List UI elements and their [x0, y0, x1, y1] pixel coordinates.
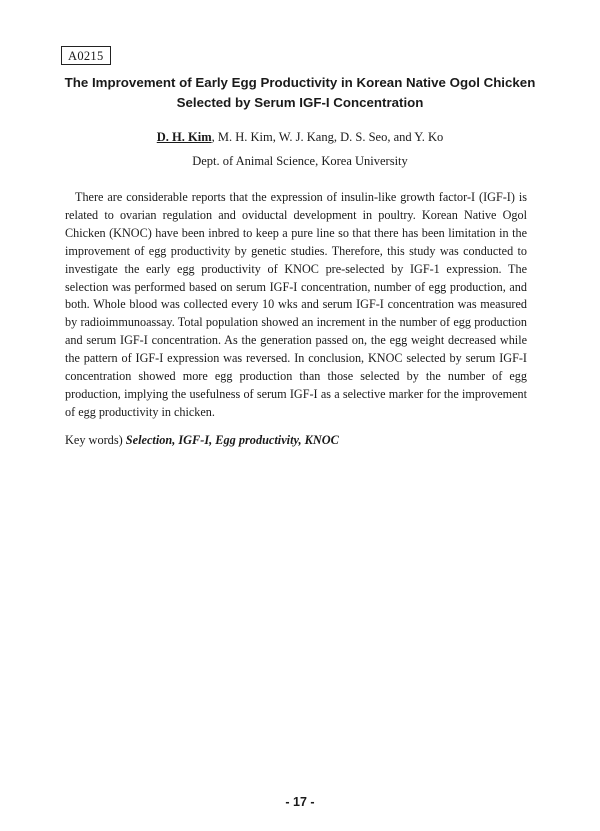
paper-title	[40, 73, 560, 113]
abstract-code-box: A0215	[61, 46, 111, 65]
abstract-body: There are considerable reports that the expression of insulin-like growth factor-I (IGF-I) is related to ovarian regulation and oviductal development in poultry. Korean Native Ogol Chicken (KNOC) have been inbred to keep a pure line so that there has been limitation in the improvement of egg productivity by genetic studies. Therefore, this study was conducted to investigate the early egg productivity of KNOC pre-selected by IGF-1 expression. The selection was performed based on serum IGF-I concentration, number of egg production, and both. Whole blood was collected every 10 wks and serum IGF-I concentration was measured by radioimmunoassay. Total population showed an increment in the number of egg production and serum IGF-I concentration. As the generation passed on, the egg weight decreased while the pattern of IGF-I expression was reversed. In conclusion, KNOC selected by serum IGF-I concentration showed more egg production than those selected by the number of egg production, implying the usefulness of serum IGF-I as a selective marker for the improvement of egg productivity in chicken.	[65, 190, 527, 419]
presenting-author: D. H. Kim	[156, 130, 212, 144]
title-line-2: Selected by Serum IGF-I Concentration	[176, 95, 424, 110]
keywords-terms: Selection, IGF-I, Egg productivity, KNOC	[125, 433, 339, 447]
page-number: - 17 -	[285, 795, 315, 809]
co-authors: , M. H. Kim, W. J. Kang, D. S. Seo, and Y. Ko	[211, 130, 444, 144]
keywords-line	[65, 432, 535, 448]
title-line-1: The Improvement of Early Egg Productivity in Korean Native Ogol Chicken	[64, 75, 536, 90]
affiliation: Dept. of Animal Science, Korea University	[192, 154, 408, 168]
keywords-label: Key words)	[65, 433, 126, 447]
author-list	[0, 129, 600, 145]
